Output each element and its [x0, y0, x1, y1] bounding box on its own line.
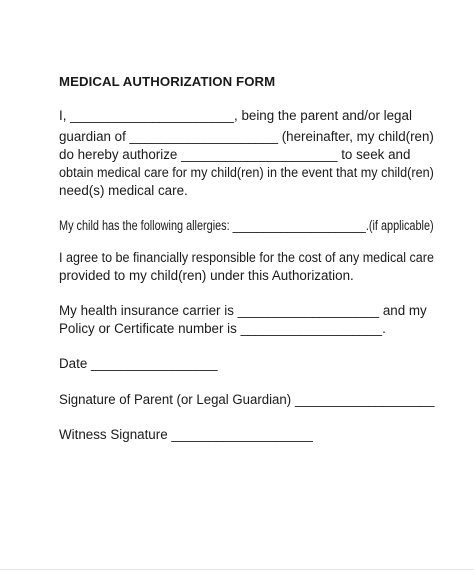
witness-signature-line: Witness Signature ___________________: [59, 427, 313, 442]
policy-number-line: Policy or Certificate number is ___________________.: [59, 321, 386, 336]
authorize-line: do hereby authorize _____________________ to seek and: [59, 147, 411, 162]
financial-line: I agree to be financially responsible for the cost of any medical care: [59, 250, 434, 265]
page-bottom-divider: [0, 569, 474, 570]
financial-end-line: provided to my child(ren) under this Authorization.: [59, 268, 354, 283]
parent-name-line: I, ______________________, being the parent and/or legal: [59, 108, 412, 123]
medical-care-end-line: need(s) medical care.: [59, 183, 188, 198]
allergies-line: My child has the following allergies: ______________________.(if applicable): [59, 218, 434, 233]
medical-care-line: obtain medical care for my child(ren) in the event that my child(ren): [59, 165, 434, 180]
date-line: Date _________________: [59, 356, 218, 371]
insurance-carrier-line: My health insurance carrier is ___________________ and my: [59, 303, 427, 318]
guardian-of-line: guardian of ____________________ (hereinafter, my child(ren): [59, 129, 434, 144]
form-title: MEDICAL AUTHORIZATION FORM: [59, 74, 276, 89]
parent-signature-line: Signature of Parent (or Legal Guardian) ___________________: [59, 392, 435, 407]
